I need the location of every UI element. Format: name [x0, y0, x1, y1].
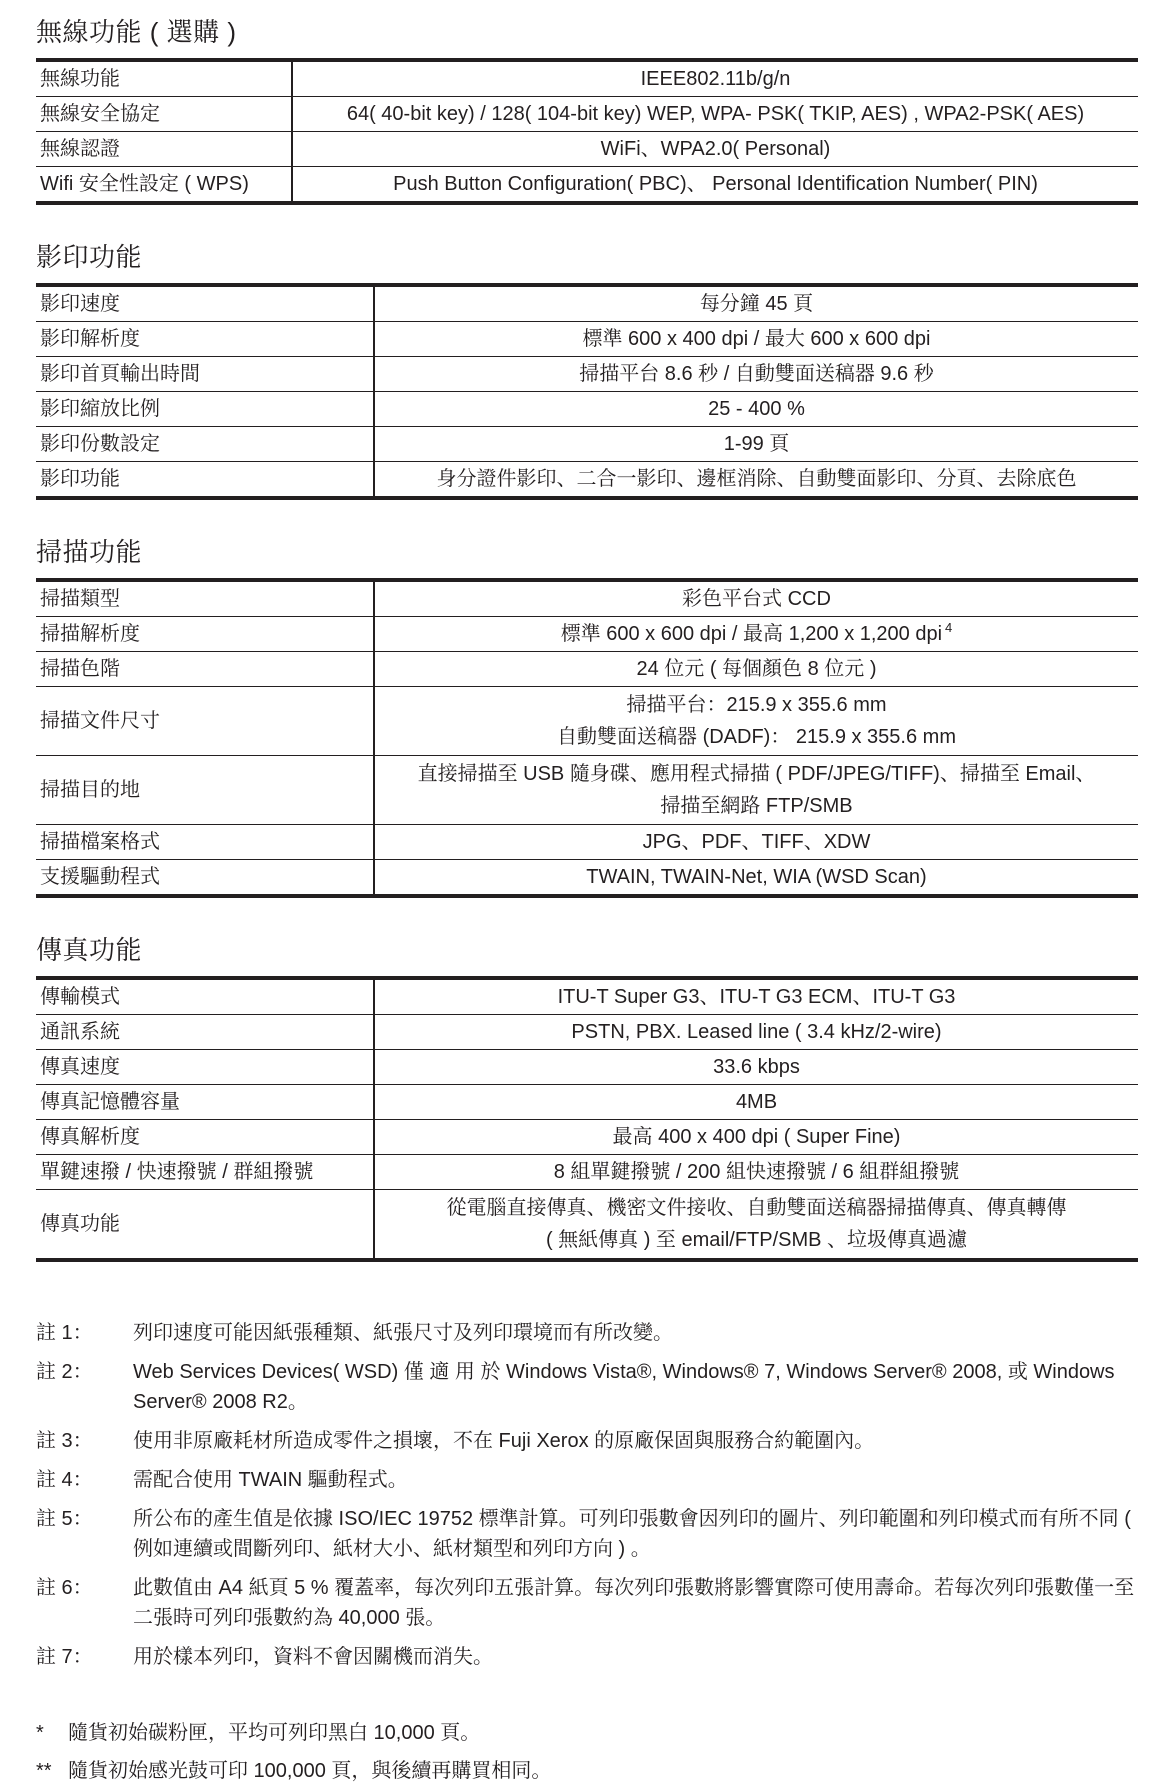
spec-value-line: 掃描至網路 FTP/SMB: [660, 795, 853, 817]
table-row: [36, 1155, 1138, 1190]
spec-value-line: 從電腦直接傳真、機密文件接收、自動雙面送稿器掃描傳真、傳真轉傳: [446, 1197, 1067, 1219]
spec-value: 掃描平台 8.6 秒 / 自動雙面送稿器 9.6 秒: [374, 357, 1138, 392]
spec-value: WiFi、WPA2.0( Personal): [292, 132, 1138, 167]
spec-value: JPG、PDF、TIFF、XDW: [374, 825, 1138, 860]
table-row: [36, 462, 1138, 499]
table-row: [36, 756, 1138, 825]
spec-label: 通訊系統: [36, 1015, 374, 1050]
spec-value: TWAIN, TWAIN-Net, WIA (WSD Scan): [374, 860, 1138, 897]
section-title-scan: 掃描功能: [36, 537, 143, 567]
note-prefix: 註 4：: [36, 1469, 93, 1491]
spec-value: [374, 756, 1138, 825]
spec-value: 8 組單鍵撥號 / 200 組快速撥號 / 6 組群組撥號: [374, 1155, 1138, 1190]
spec-value: IEEE802.11b/g/n: [640, 68, 791, 90]
table-row: [36, 392, 1138, 427]
note-prefix: 註 7：: [36, 1646, 93, 1668]
spec-label: 單鍵速撥 / 快速撥號 / 群組撥號: [36, 1155, 374, 1190]
table-row: [36, 1085, 1138, 1120]
spec-label: 掃描文件尺寸: [36, 687, 374, 756]
fax-spec-table: [36, 976, 1138, 1262]
note-prefix: 註 1：: [36, 1322, 93, 1344]
section-copy: [36, 241, 1138, 500]
table-row: [36, 1190, 1138, 1261]
spec-value: 每分鐘 45 頁: [699, 293, 814, 315]
scan-spec-table: [36, 578, 1138, 898]
spec-label: 傳真速度: [36, 1050, 374, 1085]
note-3: [36, 1426, 1138, 1456]
section-scan: [36, 536, 1138, 898]
note-text: 此數值由 A4 紙頁 5 % 覆蓋率，每次列印五張計算。每次列印張數將影響實際可使用壽命。若每次列印張數僅一至二張時可列印張數約為 40,000 張。: [133, 1577, 1135, 1629]
spec-label: 傳真解析度: [36, 1120, 374, 1155]
note-text: 列印速度可能因紙張種類、紙張尺寸及列印環境而有所改變。: [133, 1322, 673, 1344]
spec-label: 影印縮放比例: [36, 392, 374, 427]
spec-value-text: 標準 600 x 600 dpi / 最高 1,200 x 1,200 dpi: [560, 623, 943, 645]
spec-value: Push Button Configuration( PBC)、 Personal Identification Number( PIN): [292, 167, 1138, 204]
note-5: [36, 1504, 1138, 1564]
note-1: [36, 1318, 1138, 1348]
spec-label: 掃描解析度: [36, 617, 374, 652]
spec-label: 掃描類型: [36, 580, 374, 617]
spec-label: 掃描目的地: [36, 756, 374, 825]
spec-value: ITU-T Super G3、ITU-T G3 ECM、ITU-T G3: [557, 986, 956, 1008]
spec-value: 1-99 頁: [374, 427, 1138, 462]
table-row: [36, 1015, 1138, 1050]
spec-value: [374, 1190, 1138, 1261]
spec-label: 影印功能: [36, 462, 374, 499]
spec-value: 標準 600 x 400 dpi / 最大 600 x 600 dpi: [374, 322, 1138, 357]
spec-value: 身分證件影印、二合一影印、邊框消除、自動雙面影印、分頁、去除底色: [374, 462, 1138, 499]
note-2: [36, 1357, 1138, 1417]
spec-label: 傳輸模式: [36, 978, 374, 1015]
spec-label: 掃描色階: [36, 652, 374, 687]
spec-value: 4MB: [374, 1085, 1138, 1120]
spec-label: 傳真功能: [36, 1190, 374, 1261]
note-7: [36, 1642, 1138, 1672]
note-text: 需配合使用 TWAIN 驅動程式。: [133, 1469, 408, 1491]
spec-label: 影印首頁輸出時間: [36, 357, 374, 392]
table-row: [36, 687, 1138, 756]
table-row: [36, 580, 1138, 617]
table-row: [36, 652, 1138, 687]
spec-value-line: 掃描平台：215.9 x 355.6 mm: [626, 694, 887, 716]
section-title-wireless: 無線功能 ( 選購 ): [36, 17, 237, 47]
note-text: 用於樣本列印，資料不會因關機而消失。: [133, 1646, 493, 1668]
table-row: [36, 860, 1138, 897]
spec-value: 25 - 400 %: [374, 392, 1138, 427]
table-row: [36, 427, 1138, 462]
footnotes-list: [36, 1718, 1138, 1786]
spec-label: 傳真記憶體容量: [36, 1085, 374, 1120]
table-row: [36, 825, 1138, 860]
spec-value: 最高 400 x 400 dpi ( Super Fine): [374, 1120, 1138, 1155]
table-row: [36, 617, 1138, 652]
spec-value: 彩色平台式 CCD: [682, 588, 831, 610]
notes-list: [36, 1318, 1138, 1672]
note-reference-4: 4: [945, 620, 953, 636]
spec-label: 無線安全協定: [36, 97, 292, 132]
table-row: [36, 322, 1138, 357]
spec-label: 影印解析度: [36, 322, 374, 357]
note-6: [36, 1573, 1138, 1633]
footnote-text: 隨貨初始碳粉匣，平均可列印黑白 10,000 頁。: [68, 1722, 481, 1744]
spec-value: 64( 40-bit key) / 128( 104-bit key) WEP, WPA- PSK( TKIP, AES) , WPA2-PSK( AES): [292, 97, 1138, 132]
copy-spec-table: [36, 283, 1138, 500]
section-title-fax: 傳真功能: [36, 935, 143, 965]
table-row: [36, 132, 1138, 167]
spec-value: 33.6 kbps: [374, 1050, 1138, 1085]
spec-value-line: ( 無紙傳真 ) 至 email/FTP/SMB 、垃圾傳真過濾: [545, 1229, 968, 1251]
note-text: Web Services Devices( WSD) 僅 適 用 於 Windows Vista®, Windows® 7, Windows Server® 2008, 或 Windows Server® 2008 R2。: [133, 1361, 1115, 1413]
table-row: [36, 1120, 1138, 1155]
spec-label: 支援驅動程式: [36, 860, 374, 897]
section-wireless: [36, 16, 1138, 205]
footnote-marker: **: [36, 1760, 52, 1782]
table-row: [36, 97, 1138, 132]
table-row: [36, 357, 1138, 392]
note-text: 所公布的產生值是依據 ISO/IEC 19752 標準計算。可列印張數會因列印的圖片、列印範圍和列印模式而有所不同 ( 例如連續或間斷列印、紙材大小、紙材類型和列印方向 ) 。: [133, 1508, 1131, 1560]
spec-value-line: 直接掃描至 USB 隨身碟、應用程式掃描 ( PDF/JPEG/TIFF)、掃描至 Email、: [417, 763, 1096, 785]
table-row: [36, 285, 1138, 322]
footnote-text: 隨貨初始感光鼓可印 100,000 頁，與後續再購買相同。: [68, 1760, 552, 1782]
note-prefix: 註 5：: [36, 1508, 93, 1530]
footnote-marker: *: [36, 1722, 44, 1744]
spec-value: [374, 687, 1138, 756]
note-4: [36, 1465, 1138, 1495]
spec-label: 影印份數設定: [36, 427, 374, 462]
spec-value: 24 位元 ( 每個顏色 8 位元 ): [374, 652, 1138, 687]
spec-value: PSTN, PBX. Leased line ( 3.4 kHz/2-wire): [374, 1015, 1138, 1050]
spec-label: Wifi 安全性設定 ( WPS): [36, 167, 292, 204]
note-prefix: 註 3：: [36, 1430, 93, 1452]
spec-label: 影印速度: [36, 285, 374, 322]
spec-label: 掃描檔案格式: [36, 825, 374, 860]
spec-value: [374, 617, 1138, 652]
section-title-copy: 影印功能: [36, 242, 143, 272]
footnote-toner: [36, 1718, 1138, 1748]
note-text: 使用非原廠耗材所造成零件之損壞，不在 Fuji Xerox 的原廠保固與服務合約範圍內。: [133, 1430, 875, 1452]
spec-value-line: 自動雙面送稿器 (DADF)： 215.9 x 355.6 mm: [557, 726, 956, 748]
note-prefix: 註 2：: [36, 1361, 93, 1383]
wireless-spec-table: [36, 58, 1138, 205]
table-row: [36, 60, 1138, 97]
section-fax: [36, 934, 1138, 1262]
note-prefix: 註 6：: [36, 1577, 93, 1599]
table-row: [36, 167, 1138, 204]
table-row: [36, 978, 1138, 1015]
spec-label: 無線功能: [36, 60, 292, 97]
spec-label: 無線認證: [36, 132, 292, 167]
table-row: [36, 1050, 1138, 1085]
